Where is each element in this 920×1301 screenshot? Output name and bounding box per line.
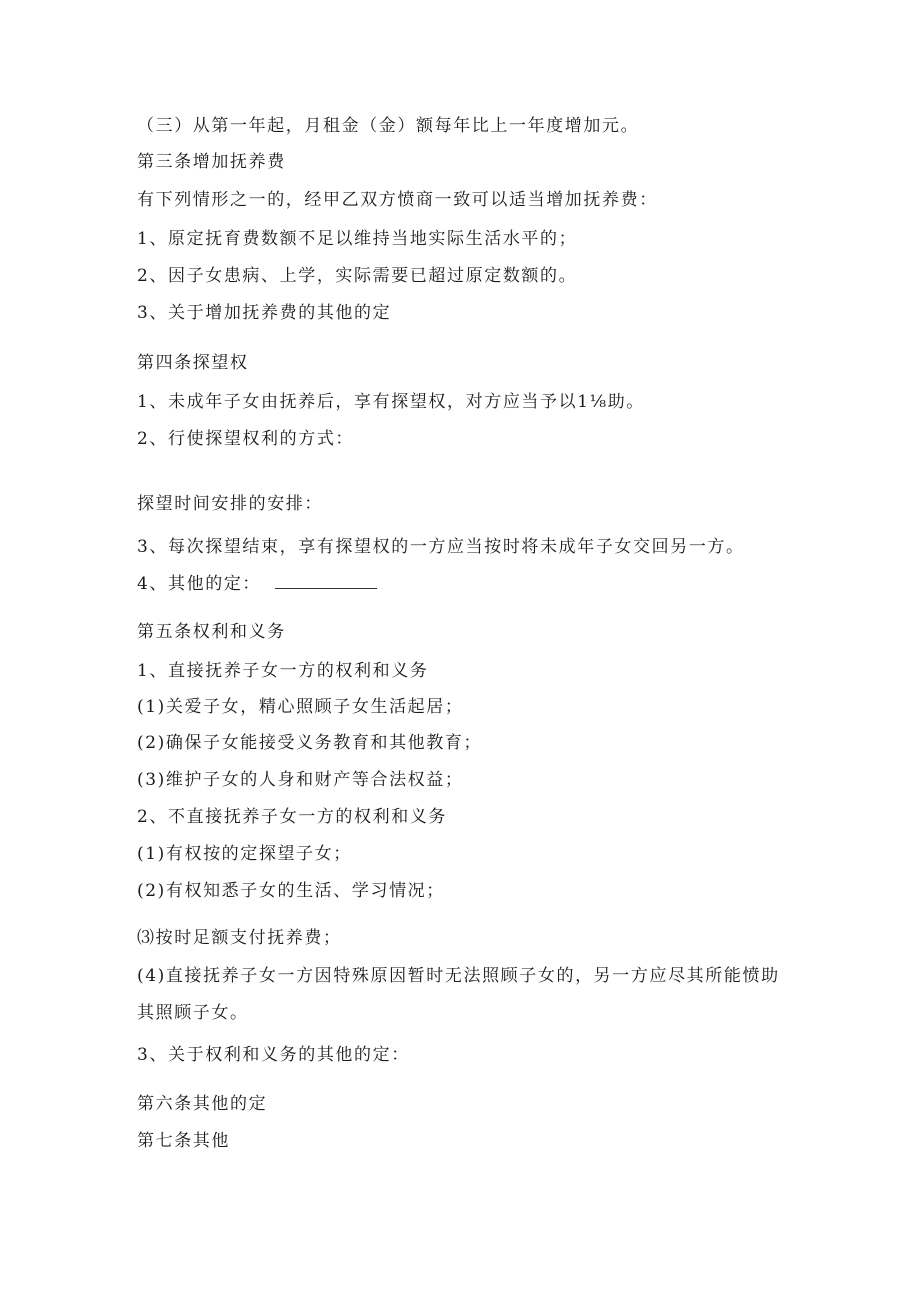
article-4-item-4-label: 4、其他的定： [137, 574, 262, 594]
rent-increase-clause: （三）从第一年起，月租金（金）额每年比上一年度增加元。 [137, 116, 640, 136]
article-3-item-3: 3、关于增加抚养费的其他的定 [137, 303, 392, 323]
article-4-item-3: 3、每次探望结束，享有探望权的一方应当按时将未成年子女交回另一方。 [137, 537, 745, 557]
article-5-section-2-item-3: ⑶按时足额支付抚养费； [137, 928, 342, 948]
article-5-section-1: 1、直接抚养子女一方的权利和义务 [137, 661, 429, 681]
article-5-section-1-item-2: (2)确保子女能接受义务教育和其他教育； [137, 733, 483, 753]
article-5-section-2: 2、不直接抚养子女一方的权利和义务 [137, 807, 448, 827]
article-3-intro: 有下列情形之一的，经甲乙双方愤商一致可以适当增加抚养费： [137, 190, 658, 210]
article-5-section-1-item-1: (1)关爱子女，精心照顾子女生活起居； [137, 697, 464, 717]
article-5-section-2-item-1: (1)有权按的定探望子女； [137, 844, 352, 864]
article-6-heading: 第六条其他的定 [137, 1094, 268, 1114]
article-5-section-1-item-3: (3)维护子女的人身和财产等合法权益； [137, 770, 464, 790]
article-5-section-2-item-4: (4)直接抚养子女一方因特殊原因暂时无法照顾子女的，另一方应尽其所能愤助 [137, 966, 780, 986]
article-4-item-1: 1、未成年子女由抚养后，享有探望权，对方应当予以1⅛助。 [137, 392, 645, 412]
article-5-section-3: 3、关于权利和义务的其他的定： [137, 1045, 410, 1065]
article-3-item-2: 2、因子女患病、上学，实际需要已超过原定数额的。 [137, 266, 578, 286]
article-4-heading: 第四条探望权 [137, 353, 249, 373]
article-4-item-4 [137, 572, 377, 596]
article-5-section-2-item-4-cont: 其照顾子女。 [137, 1003, 249, 1023]
article-4-item-2: 2、行使探望权利的方式： [137, 429, 355, 449]
article-3-item-1: 1、原定抚育费数额不足以维持当地实际生活水平的； [137, 229, 578, 249]
article-7-heading: 第七条其他 [137, 1131, 230, 1151]
article-3-heading: 第三条增加抚养费 [137, 152, 286, 172]
article-5-heading: 第五条权利和义务 [137, 622, 286, 642]
article-5-section-2-item-2: (2)有权知悉子女的生活、学习情况； [137, 881, 445, 901]
fill-in-blank [275, 572, 377, 589]
visit-schedule-line: 探望时间安排的安排： [137, 494, 323, 514]
